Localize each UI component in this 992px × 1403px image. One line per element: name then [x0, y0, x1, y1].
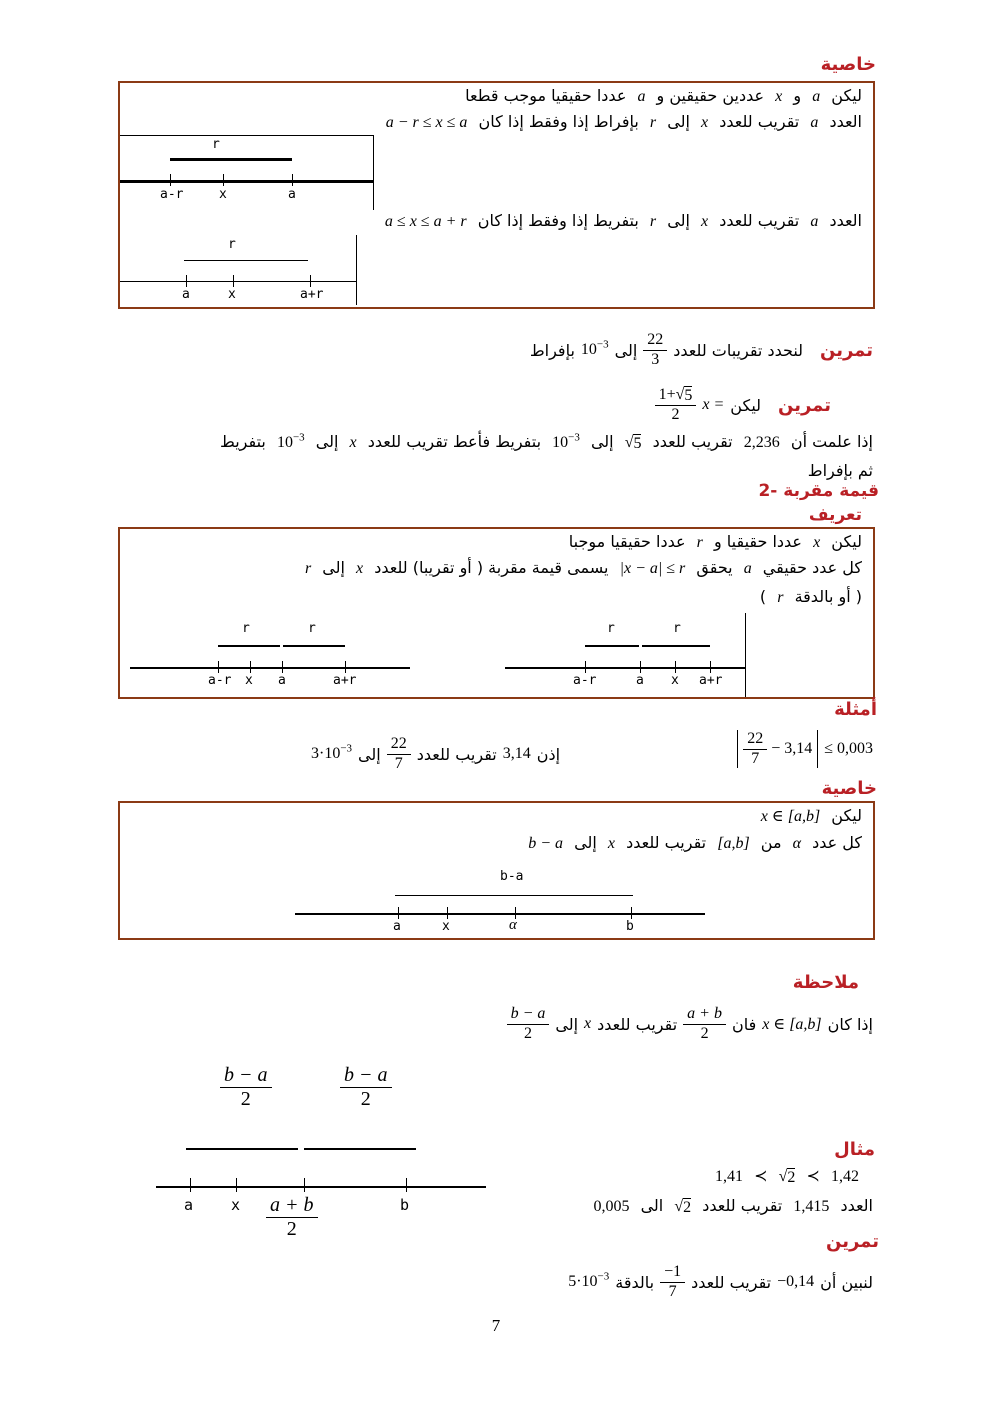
- var-x: x: [701, 114, 709, 131]
- fraction-22-7: [743, 730, 767, 768]
- definition-box: [118, 527, 875, 699]
- text: إلى: [555, 1014, 579, 1034]
- var-x: x: [775, 88, 783, 105]
- var-a: a: [810, 114, 819, 131]
- label-a: a: [636, 673, 644, 688]
- exercise-label: تمرين: [820, 339, 873, 361]
- text: إلى: [574, 833, 597, 852]
- text: العدد: [829, 112, 862, 131]
- tick-a: [398, 907, 399, 919]
- power-10-minus3: [552, 431, 580, 451]
- text: تقريب للعدد: [719, 112, 800, 131]
- note-heading: ملاحظة: [792, 972, 859, 993]
- exercise2-line: [652, 380, 834, 430]
- exercise3-heading: تمرين: [826, 1231, 879, 1252]
- known-fact-line: [217, 432, 876, 453]
- diagram-frame-line: [745, 613, 746, 697]
- tick-a-plus-r: [710, 661, 711, 673]
- label-midpoint: [266, 1194, 318, 1241]
- tick-a: [282, 661, 283, 673]
- exercise1-line: [527, 326, 876, 374]
- label-x: x: [245, 673, 253, 688]
- text: يحقق: [696, 558, 733, 577]
- text: لنحدد تقريبات للعدد: [673, 340, 804, 360]
- var-r: r: [649, 114, 657, 131]
- section2-heading: 2- قيمة مقربة: [758, 481, 879, 501]
- tick-b: [631, 907, 632, 919]
- value-142: 1,42: [831, 1168, 859, 1185]
- numerator: 22: [643, 331, 667, 350]
- label-a-minus-r: a-r: [208, 673, 232, 688]
- denominator: 3: [651, 350, 660, 368]
- fraction-midpoint: [683, 1005, 726, 1043]
- var-r: r: [649, 213, 657, 230]
- text: تقريب للعدد: [416, 744, 497, 764]
- examples-formula: [734, 724, 876, 774]
- sqrt-2: [674, 1198, 691, 1217]
- text: العدد: [840, 1196, 873, 1215]
- denominator: 2: [240, 1088, 251, 1110]
- tick-x: [236, 1178, 237, 1192]
- text: الى: [640, 1196, 664, 1215]
- text: ليكن: [831, 532, 862, 551]
- text: ( أو بالدقة: [794, 587, 862, 606]
- text: لنبين أن: [820, 1272, 873, 1292]
- base: 10: [276, 434, 293, 451]
- var-a: a: [812, 88, 821, 105]
- abs-condition: |x − a| ≤ r: [619, 560, 686, 577]
- text: إلى: [590, 432, 614, 451]
- text: كل عدد: [812, 833, 862, 852]
- absolute-value: [737, 730, 818, 768]
- label-alpha: α: [509, 917, 517, 933]
- number-line: [120, 180, 373, 183]
- label-a-plus-r: a+r: [699, 673, 723, 688]
- label-a-minus-r: a-r: [160, 187, 184, 202]
- half-segment: [186, 1148, 298, 1150]
- text: العدد: [829, 211, 862, 230]
- tick-a-plus-r: [310, 275, 311, 287]
- definition-line1: [566, 532, 865, 552]
- denominator: 2: [286, 1218, 297, 1240]
- tick-a-minus-r: [218, 661, 219, 673]
- heading-property-2: خاصية: [821, 778, 877, 799]
- segment-label-r: r: [212, 137, 220, 152]
- tick-a: [190, 1178, 191, 1192]
- x-in-ab: x ∈ [a,b]: [760, 808, 821, 825]
- tick-a: [186, 275, 187, 287]
- b-minus-a-segment: [395, 895, 633, 896]
- radicand: 2: [787, 1169, 796, 1186]
- tick-x: [447, 907, 448, 919]
- exponent: −3: [292, 431, 305, 444]
- property1-line2: [383, 112, 865, 132]
- text: تقريب للعدد: [652, 432, 733, 451]
- text: بتفريط إذا وفقط إذا كان: [477, 211, 639, 230]
- power-10-minus3: [580, 338, 609, 359]
- definition-line3: [757, 587, 865, 607]
- property1-line1: [462, 86, 865, 106]
- segment-label-r: r: [228, 237, 236, 252]
- fraction-minus1-7: [660, 1263, 685, 1301]
- number-line: [505, 667, 745, 669]
- text: تقريب للعدد: [691, 1272, 772, 1292]
- text: فان: [731, 1014, 757, 1034]
- power-10-minus3: [276, 431, 305, 451]
- var-x: x: [349, 434, 357, 451]
- text: إلى: [315, 432, 339, 451]
- number-line: [156, 1186, 486, 1188]
- minus-314: − 3,14: [771, 740, 813, 757]
- then-by-excess-line: [805, 461, 876, 480]
- precision-5e-3: [568, 1270, 610, 1291]
- text: بتفريط فأعط تقريب للعدد: [367, 432, 542, 451]
- tick-a-plus-r: [345, 661, 346, 673]
- definition-line2: [302, 558, 865, 578]
- tick-x: [250, 661, 251, 673]
- radicand: 5: [684, 387, 693, 404]
- text: بالدقة: [615, 1272, 655, 1292]
- fraction-half-width: [507, 1005, 550, 1043]
- r-segment: [585, 645, 639, 647]
- label-a: a: [393, 919, 401, 934]
- r-segment: [642, 645, 710, 647]
- exercise-label: تمرين: [778, 394, 831, 416]
- text: عددا حقيقيا موجب قطعا: [465, 86, 627, 105]
- label-a-minus-r: a-r: [573, 673, 597, 688]
- property2-box: [118, 801, 875, 940]
- tick-a: [640, 661, 641, 673]
- tick-x: [675, 661, 676, 673]
- text: بإفراط: [529, 340, 575, 360]
- sqrt-5: [676, 386, 693, 405]
- fraction-golden: [655, 386, 697, 424]
- label-x: x: [231, 1196, 241, 1214]
- exponent: −3: [568, 431, 580, 444]
- tick-a-minus-r: [585, 661, 586, 673]
- text: بتفريط: [220, 432, 266, 451]
- var-a: a: [810, 213, 819, 230]
- inequality-excess: a − r ≤ x ≤ a: [385, 114, 468, 131]
- exponent: −3: [597, 1270, 610, 1283]
- radical-icon: √: [674, 1198, 684, 1215]
- label-b: b: [626, 919, 634, 934]
- text: كل عدد حقيقي: [762, 558, 862, 577]
- midpoint-diagram: [148, 1058, 528, 1268]
- text: تقريب للعدد: [626, 833, 707, 852]
- denominator: 7: [668, 1282, 677, 1300]
- text: إذا كان: [827, 1014, 873, 1034]
- label-a-plus-r: a+r: [300, 287, 324, 302]
- radical-icon: √: [624, 434, 634, 451]
- var-x: x: [813, 534, 821, 551]
- property1-box: [118, 81, 875, 309]
- text: إلى: [358, 744, 381, 764]
- leq-0003: ≤ 0,003: [824, 740, 873, 757]
- denominator: 2: [523, 1024, 532, 1042]
- interval-ab: [a,b]: [717, 835, 750, 852]
- denominator: 2: [360, 1088, 371, 1110]
- half-segment: [304, 1148, 416, 1150]
- text: ليكن: [831, 86, 862, 105]
- definition-diagram-left: [130, 615, 410, 693]
- property2-line1: [758, 806, 865, 826]
- text: ): [759, 587, 767, 606]
- var-r: a: [637, 88, 646, 105]
- page-number: 7: [491, 1316, 501, 1335]
- exercise3-line: [565, 1256, 876, 1308]
- numerator: a + b: [266, 1194, 318, 1218]
- text: تقريب للعدد: [719, 211, 800, 230]
- label-a: a: [184, 1196, 194, 1214]
- numerator: 22: [743, 730, 767, 749]
- label-b: b: [400, 1196, 410, 1214]
- property2-line2: [525, 833, 865, 853]
- tick-a: [292, 174, 293, 186]
- value-1415: 1,415: [793, 1198, 830, 1215]
- var-x: x: [584, 1015, 592, 1032]
- precision-3e-3: [311, 742, 353, 763]
- prec-icon: ≺: [806, 1168, 820, 1185]
- var-r: r: [777, 589, 784, 606]
- numerator: 22: [387, 735, 411, 754]
- text: يسمى قيمة مقربة ( أو تقريبا) للعدد: [374, 558, 609, 577]
- radicand: 5: [633, 435, 642, 452]
- text: تقريب للعدد: [597, 1014, 678, 1034]
- example-inequality: [712, 1166, 862, 1187]
- exponent: −3: [340, 742, 353, 755]
- text: إلى: [667, 112, 690, 131]
- label-a: a: [278, 673, 286, 688]
- example-heading: مثال: [834, 1139, 875, 1160]
- numerator: −1: [660, 1263, 685, 1282]
- denominator: 7: [394, 754, 403, 772]
- number-line: [295, 913, 705, 915]
- numerator: b − a: [220, 1064, 272, 1088]
- segment-label-r: r: [308, 621, 316, 636]
- segment-label-b-minus-a: b-a: [500, 869, 524, 884]
- label-x: x: [228, 287, 236, 302]
- var-x: x: [607, 835, 615, 852]
- tick-midpoint: [304, 1178, 305, 1192]
- r-segment: [170, 158, 292, 161]
- denominator: 2: [671, 405, 680, 423]
- x-equals: x =: [702, 396, 725, 413]
- interval-diagram: [295, 867, 705, 935]
- text: عددا حقيقيا و: [713, 532, 802, 551]
- fraction-22-7: [387, 735, 411, 773]
- b-minus-a: b − a: [528, 835, 564, 852]
- text: تقريب للعدد: [702, 1196, 783, 1215]
- text: إلى: [322, 558, 345, 577]
- numerator: b − a: [340, 1064, 392, 1088]
- text: عددين حقيقين و: [656, 86, 765, 105]
- examples-sentence: [308, 729, 563, 779]
- segment-label-r: r: [607, 621, 615, 636]
- radical-icon: √: [675, 386, 685, 403]
- base: 10: [580, 341, 597, 358]
- x-in-ab: x ∈ [a,b]: [762, 1016, 822, 1033]
- text: إلى: [667, 211, 690, 230]
- coefficient: 5·10: [568, 1273, 598, 1290]
- example-sentence: [590, 1196, 876, 1217]
- coefficient: 3·10: [311, 745, 341, 762]
- tick-a-minus-r: [170, 174, 171, 186]
- var-x: x: [701, 213, 709, 230]
- radicand: 2: [683, 1199, 692, 1216]
- label-half-width: [220, 1064, 272, 1111]
- segment-label-r: r: [673, 621, 681, 636]
- examples-heading: أمثلة: [834, 699, 877, 720]
- inequality-default: a ≤ x ≤ a + r: [384, 213, 467, 230]
- label-x: x: [442, 919, 450, 934]
- value-141: 1,41: [715, 1168, 744, 1185]
- text: ليكن: [831, 806, 862, 825]
- value-0005: 0,005: [593, 1198, 630, 1215]
- sqrt-2: [779, 1168, 796, 1187]
- var-r: r: [304, 560, 312, 577]
- text: إذن: [536, 744, 561, 764]
- var-x: x: [356, 560, 364, 577]
- r-segment: [218, 645, 280, 647]
- text: إذا علمت أن: [790, 432, 873, 451]
- value-314: 3,14: [502, 745, 531, 762]
- denominator: 7: [751, 749, 760, 767]
- numerator: a + b: [683, 1005, 726, 1024]
- number-line: [120, 281, 356, 282]
- exponent: −3: [596, 338, 609, 351]
- numerator: b − a: [507, 1005, 550, 1024]
- property1-line3: [382, 211, 865, 231]
- var-a: a: [743, 560, 752, 577]
- prec-icon: ≺: [754, 1168, 768, 1185]
- definition-heading: تعريف: [808, 505, 862, 525]
- radical-icon: √: [778, 1168, 788, 1185]
- label-a-plus-r: a+r: [333, 673, 357, 688]
- segment-label-r: r: [242, 621, 250, 636]
- base: 10: [552, 434, 569, 451]
- label-half-width: [340, 1064, 392, 1111]
- note-line: [504, 998, 876, 1050]
- heading-property-1: خاصية: [820, 54, 876, 75]
- label-x: x: [219, 187, 227, 202]
- fraction-22-3: [643, 331, 667, 369]
- text: إلى: [614, 340, 638, 360]
- text: بإفراط إذا وفقط إذا كان: [478, 112, 639, 131]
- numberline-diagram-excess: [120, 135, 374, 210]
- text: و: [793, 86, 802, 105]
- text: عددا حقيقيا موجبا: [568, 532, 686, 551]
- r-segment: [283, 645, 345, 647]
- text: ثم بإفراط: [807, 461, 873, 480]
- denominator: 2: [700, 1024, 709, 1042]
- text: من: [760, 833, 782, 852]
- one-plus: 1+: [658, 386, 676, 403]
- numberline-diagram-default: [120, 235, 357, 305]
- text: ليكن: [730, 395, 762, 415]
- numerator: [655, 386, 697, 406]
- label-a: a: [288, 187, 296, 202]
- label-x: x: [671, 673, 679, 688]
- var-r: r: [696, 534, 703, 551]
- r-segment: [184, 260, 308, 261]
- definition-diagram-right: [505, 615, 745, 693]
- tick-x: [223, 174, 224, 186]
- var-alpha: α: [792, 835, 802, 852]
- value-minus014: −0,14: [777, 1273, 815, 1290]
- label-a: a: [182, 287, 190, 302]
- sqrt-5: [625, 434, 642, 453]
- tick-x: [233, 275, 234, 287]
- number-line: [130, 667, 410, 669]
- value-2236: 2,236: [743, 434, 780, 451]
- tick-b: [406, 1178, 407, 1192]
